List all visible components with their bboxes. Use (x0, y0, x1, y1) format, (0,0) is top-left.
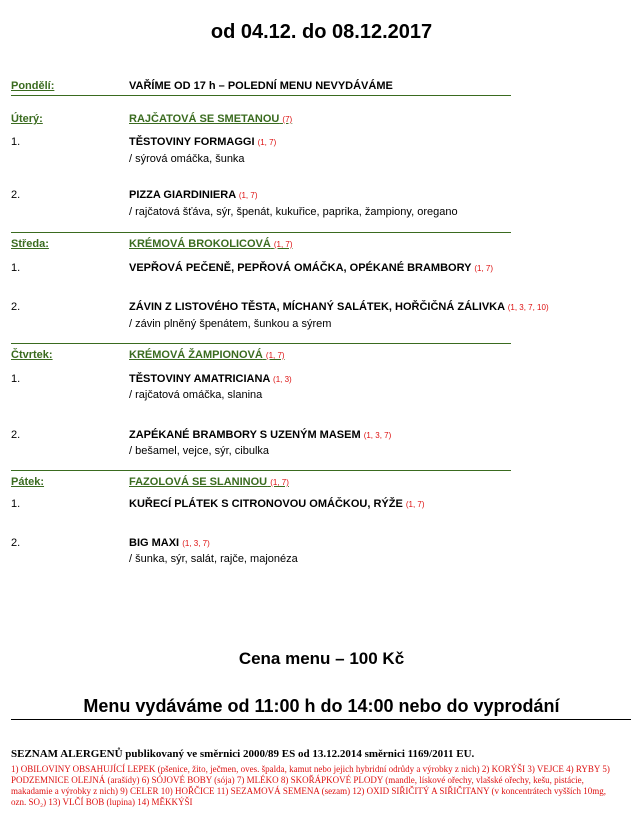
dish-allergens: (1, 3, 7, 10) (507, 303, 549, 312)
dish-number: 2. (11, 301, 21, 313)
dish-name (129, 373, 292, 385)
divider (11, 95, 511, 96)
separator-line (11, 719, 631, 720)
dish-number: 1. (11, 136, 21, 148)
menu-title: od 04.12. do 08.12.2017 (210, 21, 433, 43)
dish-title: VEPŘOVÁ PEČENĚ, PEPŘOVÁ OMÁČKA, OPÉKANÉ BRAMBORY (129, 262, 472, 274)
day-label-tuesday: Úterý: (11, 113, 43, 125)
allergens-list: 1) OBILOVINY OBSAHUJÍCÍ LEPEK (pšenice, žito, ječmen, oves. špalda, kamut nebo jejich hybridní odrůdy a výrobky z nich) 2) KORÝŠI 3) VEJCE 4) RYBY 5) PODZEMNICE OLEJNÁ (arašídy) 6) SÓJOVÉ BOBY (sója) 7) MLÉKO 8) SKOŘÁPKOVÉ PLODY (mandle, lískové ořechy, vlašské ořechy, kešu, pistácie, makadamie a výrobky z nich) 9) CELER 10) HOŘČICE 11) SEZAMOVÁ SEMENA (sezam) 12) OXID SIŘIČITÝ A SIŘIČITANY (v koncentrátech vyšších 10mg, ozn. SO₂) 13) VLČÍ BOB (lupina) 14) MĚKKÝŠI (11, 764, 610, 807)
allergens-heading: SEZNAM ALERGENŮ publikovaný ve směrnici 2000/89 ES od 13.12.2014 směrnici 1169/2011 EU. (11, 748, 475, 760)
dish-title: ZAPÉKANÉ BRAMBORY S UZENÝM MASEM (129, 429, 361, 441)
dish-number: 2. (11, 429, 21, 441)
dish-name (129, 262, 493, 274)
dish-name (129, 136, 276, 148)
soup-allergens: (7) (282, 115, 293, 124)
divider (11, 343, 511, 344)
dish-title: ZÁVIN Z LISTOVÉHO TĚSTA, MÍCHANÝ SALÁTEK, HOŘČIČNÁ ZÁLIVKA (129, 301, 505, 313)
menu-price: Cena menu – 100 Kč (238, 649, 405, 668)
soup-thursday (129, 349, 285, 361)
dish-allergens: (1, 7) (257, 138, 277, 147)
dish-name (129, 189, 257, 201)
divider (11, 232, 511, 233)
soup-name: FAZOLOVÁ SE SLANINOU (129, 476, 268, 488)
dish-title: KUŘECÍ PLÁTEK S CITRONOVOU OMÁČKOU, RÝŽE (129, 498, 403, 510)
day-label-friday: Pátek: (11, 476, 45, 488)
soup-name: KRÉMOVÁ BROKOLICOVÁ (129, 238, 271, 250)
soup-friday (129, 476, 289, 488)
dish-allergens: (1, 7) (405, 500, 425, 509)
dish-description: / šunka, sýr, salát, rajče, majonéza (129, 553, 298, 565)
dish-title: TĚSTOVINY FORMAGGI (129, 136, 255, 148)
soup-allergens: (1, 7) (270, 478, 289, 487)
day-label-wednesday: Středa: (11, 238, 49, 250)
dish-title: TĚSTOVINY AMATRICIANA (129, 373, 270, 385)
dish-description: / sýrová omáčka, šunka (129, 153, 245, 165)
day-label-monday: Pondělí: (11, 80, 55, 92)
dish-number: 2. (11, 189, 21, 201)
soup-allergens: (1, 7) (265, 351, 285, 360)
dish-description: / rajčatová šťáva, sýr, špenát, kukuřice, paprika, žampiony, oregano (129, 206, 458, 218)
dish-number: 1. (11, 498, 21, 510)
dish-description: / bešamel, vejce, sýr, cibulka (129, 445, 270, 457)
dish-allergens: (1, 7) (238, 191, 258, 200)
dish-name (129, 498, 425, 510)
soup-allergens: (1, 7) (273, 240, 293, 249)
dish-description: / rajčatová omáčka, slanina (129, 389, 263, 401)
dish-name (129, 429, 391, 441)
dish-allergens: (1, 3, 7) (363, 431, 392, 440)
soup-tuesday (129, 113, 292, 125)
dish-allergens: (1, 3) (273, 375, 292, 384)
soup-wednesday (129, 238, 293, 250)
day-label-thursday: Čtvrtek: (11, 349, 53, 361)
dish-name (129, 301, 549, 313)
dish-description: / závin plněný špenátem, šunkou a sýrem (129, 318, 332, 330)
dish-number: 1. (11, 373, 21, 385)
soup-name: RAJČATOVÁ SE SMETANOU (129, 113, 280, 125)
dish-number: 2. (11, 537, 21, 549)
dish-title: PIZZA GIARDINIERA (129, 189, 236, 201)
dish-name (129, 537, 210, 549)
serving-hours: Menu vydáváme od 11:00 h do 14:00 nebo do vyprodání (83, 696, 560, 716)
dish-allergens: (1, 3, 7) (182, 539, 210, 548)
monday-notice: VAŘÍME OD 17 h – POLEDNÍ MENU NEVYDÁVÁME (129, 80, 393, 92)
soup-name: KRÉMOVÁ ŽAMPIONOVÁ (129, 349, 263, 361)
dish-number: 1. (11, 262, 21, 274)
dish-allergens: (1, 7) (474, 264, 494, 273)
divider (11, 470, 511, 471)
dish-title: BIG MAXI (129, 537, 180, 549)
